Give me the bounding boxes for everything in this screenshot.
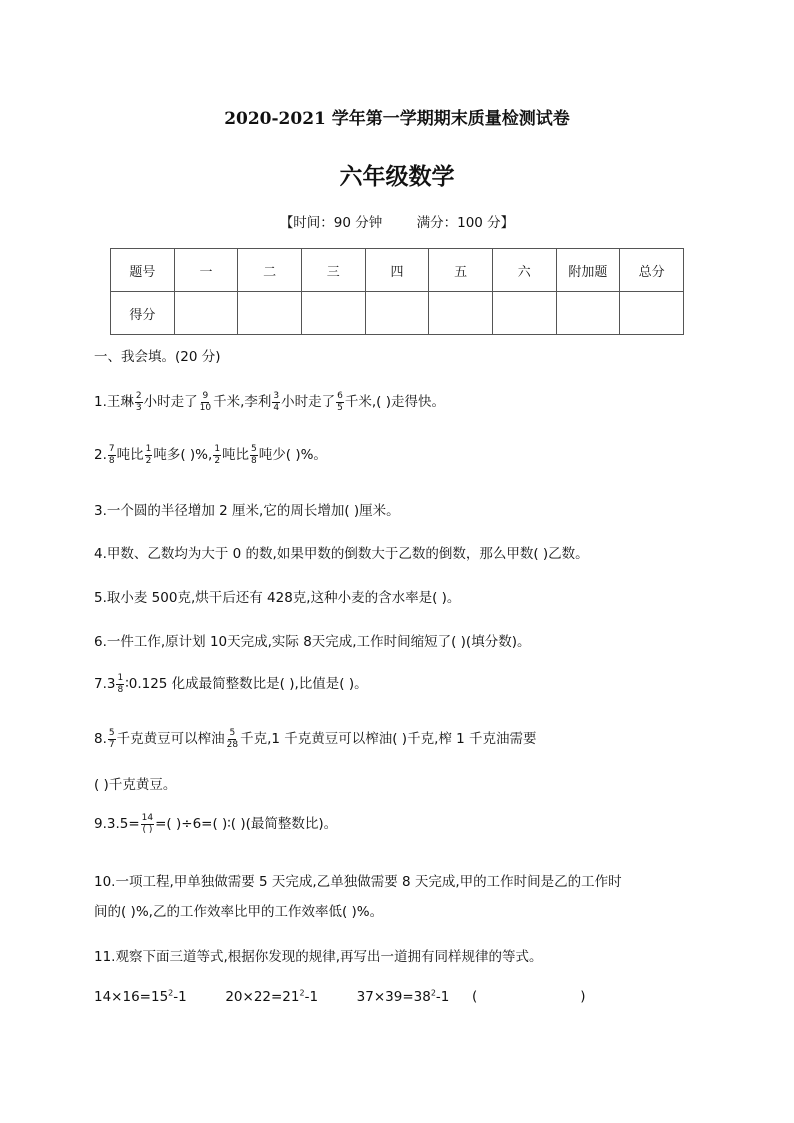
question-8 — [94, 727, 537, 750]
table-cell: 附加题 — [556, 249, 620, 292]
q1-text: 小时走了 — [281, 394, 336, 410]
q2-text: 2. — [94, 447, 107, 463]
table-row-score — [111, 292, 684, 335]
fraction: $\frac{1}{2}$ — [145, 443, 152, 466]
score-cell[interactable] — [365, 292, 429, 335]
question-10-line2: 间的( )%,乙的工作效率比甲的工作效率低( )%。 — [94, 904, 384, 920]
table-cell: 一 — [174, 249, 238, 292]
fraction: $\frac{1}{8}$ — [117, 672, 124, 695]
q1-text: 千米,( )走得快。 — [344, 394, 445, 410]
question-4: 4.甲数、乙数均为大于 0 的数,如果甲数的倒数大于乙数的倒数，那么甲数( )乙数。 — [94, 546, 589, 562]
question-11-equations — [94, 988, 586, 1005]
q1-text: 1.王琳 — [94, 394, 134, 410]
fraction: $\frac{9}{10}$ — [199, 390, 212, 413]
question-2 — [94, 443, 327, 466]
fraction: $\frac{2}{3}$ — [135, 390, 142, 413]
question-3: 3.一个圆的半径增加 2 厘米,它的周长增加( )厘米。 — [94, 503, 400, 519]
fraction: $\frac{5}{8}$ — [251, 443, 257, 466]
score-cell[interactable] — [301, 292, 365, 335]
table-cell: 总分 — [620, 249, 684, 292]
q7-text: 7.3 — [94, 676, 116, 692]
q2-text: 吨比 — [222, 447, 250, 463]
question-1 — [94, 390, 445, 413]
fraction: $\frac{5}{7}$ — [108, 727, 115, 750]
fraction: $\frac{6}{5}$ — [337, 390, 343, 413]
exam-title: 2020-2021 学年第一学期期末质量检测试卷 — [224, 109, 570, 129]
question-6: 6.一件工作,原计划 10天完成,实际 8天完成,工作时间缩短了( )(填分数)。 — [94, 634, 531, 650]
score-cell[interactable] — [174, 292, 238, 335]
q1-text: 小时走了 — [143, 394, 198, 410]
q8-text: 千克,1 千克黄豆可以榨油( )千克,榨 1 千克油需要 — [240, 731, 537, 747]
exam-info: 【时间：90 分钟 满分：100 分】 — [279, 215, 515, 231]
score-table — [110, 248, 684, 335]
q7-text: ∶0.125 化成最简整数比是( ),比值是( )。 — [125, 676, 368, 692]
q9-text: 9.3.5= — [94, 816, 140, 832]
score-cell[interactable] — [492, 292, 556, 335]
q8-text: 8. — [94, 731, 107, 747]
q2-text: 吨比 — [116, 447, 144, 463]
table-cell: 四 — [365, 249, 429, 292]
fraction: $\frac{3}{4}$ — [273, 390, 280, 413]
q1-text: 千米,李利 — [213, 394, 272, 410]
q2-text: 吨少( )%。 — [258, 447, 327, 463]
q8-text: 千克黄豆可以榨油 — [116, 731, 225, 747]
table-cell: 六 — [492, 249, 556, 292]
score-cell[interactable] — [620, 292, 684, 335]
table-row-header — [111, 249, 684, 292]
q9-text: =( )÷6=( )∶( )(最简整数比)。 — [155, 816, 338, 832]
table-cell: 二 — [238, 249, 302, 292]
fraction: $\frac{14}{( )}$ — [141, 812, 154, 835]
fraction: $\frac{1}{2}$ — [214, 443, 221, 466]
equation-1: $14\times 16=15^2-1$ — [94, 988, 187, 1005]
equation-2: $20\times 22=21^2-1$ — [225, 988, 319, 1005]
question-10: 10.一项工程,甲单独做需要 5 天完成,乙单独做需要 8 天完成,甲的工作时间是乙的工作时 — [94, 874, 622, 890]
question-11: 11.观察下面三道等式,根据你发现的规律,再写出一道拥有同样规律的等式。 — [94, 949, 543, 965]
table-cell: 五 — [429, 249, 493, 292]
question-8-line2: ( )千克黄豆。 — [94, 777, 177, 793]
score-cell[interactable] — [556, 292, 620, 335]
question-9 — [94, 812, 337, 835]
fraction: $\frac{5}{28}$ — [226, 727, 239, 750]
table-cell: 得分 — [111, 292, 175, 335]
fraction: $\frac{7}{8}$ — [108, 443, 115, 466]
q2-text: 吨多( )%, — [153, 447, 213, 463]
table-cell: 三 — [301, 249, 365, 292]
answer-blank[interactable]: ( ) — [471, 988, 586, 1005]
section-heading: 一、我会填。(20 分) — [94, 349, 221, 365]
question-5: 5.取小麦 500克,烘干后还有 428克,这种小麦的含水率是( )。 — [94, 590, 461, 606]
question-7 — [94, 672, 368, 695]
score-cell[interactable] — [238, 292, 302, 335]
subject-title: 六年级数学 — [339, 163, 455, 190]
table-cell: 题号 — [111, 249, 175, 292]
equation-3: $37\times 39=38^2-1$ — [356, 988, 450, 1005]
score-cell[interactable] — [429, 292, 493, 335]
